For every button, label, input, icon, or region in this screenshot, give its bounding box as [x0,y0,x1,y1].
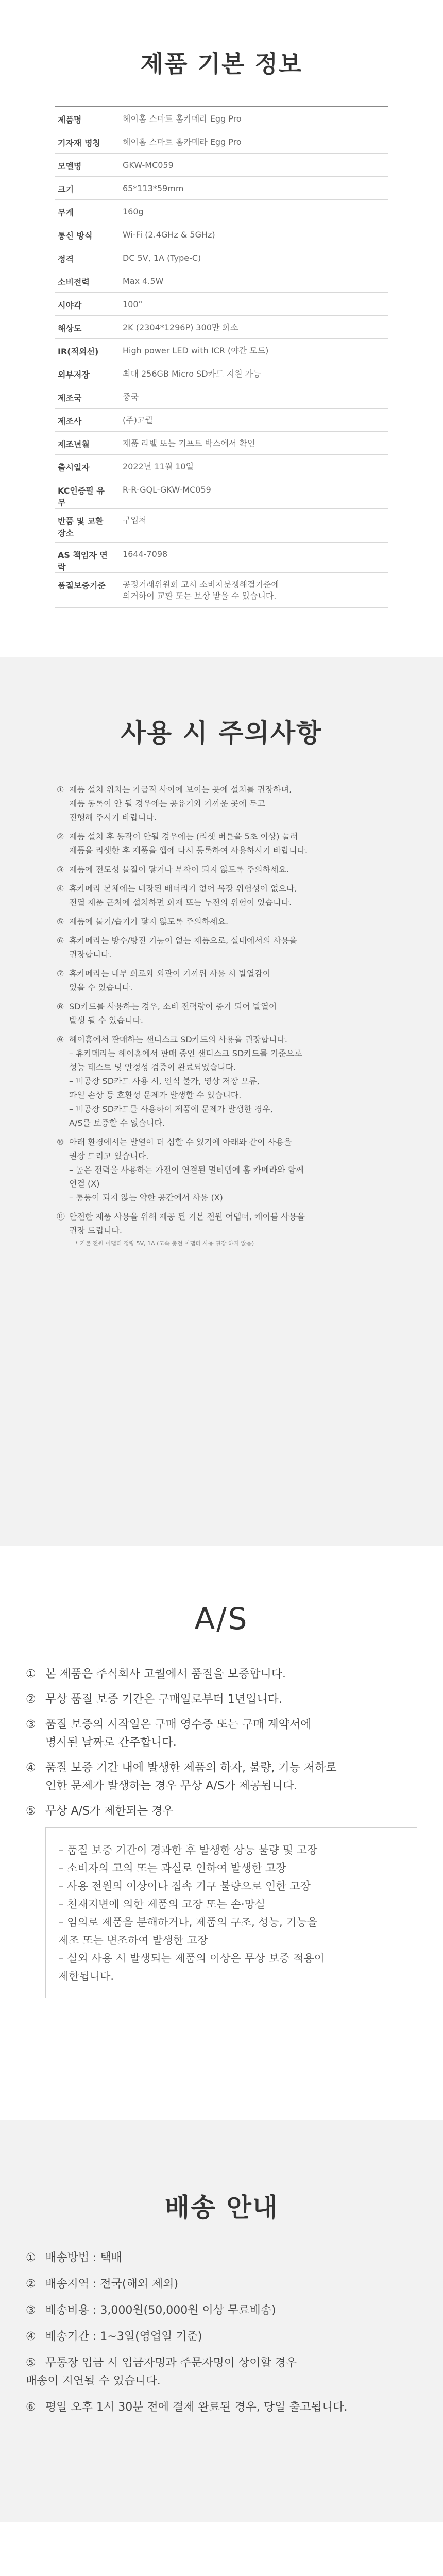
precaution-item [57,967,386,994]
precaution-item [57,882,386,909]
spec-label: 품질보증기준 [58,581,106,590]
list-number: ② [57,832,64,841]
spec-row [55,200,388,223]
precaution-text: 제품에 물기/습기가 닿지 않도록 주의하세요. [69,917,229,926]
shipping-item [26,2249,417,2267]
spec-label: 무게 [58,208,74,217]
spec-row [55,362,388,385]
spec-table [55,106,388,608]
precaution-item [57,914,386,928]
as-text: 품질 보증 기간 내에 발생한 제품의 하자, 불량, 기능 저하로 인한 문제가 발생하는 경우 무상 A/S가 제공됩니다. [45,1761,337,1792]
spec-row [55,543,388,573]
returns-section [0,2522,443,2576]
shipping-section [0,2120,443,2522]
precaution-text: 제품 설치 후 동작이 안될 경우에는 (리셋 버튼을 5초 이상) 눌러 제품을 리셋한 후 제품을 앱에 다시 등록하여 사용하시기 바랍니다. [69,832,308,855]
list-number: ⑧ [57,1002,64,1011]
precaution-text: 제품 설치 위치는 가급적 사이에 보이는 곳에 설치를 권장하며, 제품 동록이 안 될 경우에는 공유기와 가까운 곳에 두고 진행해 주시기 바랍니다. [69,785,292,822]
spec-value: 헤이홈 스마트 홈카메라 Egg Pro [123,114,242,124]
precautions-note: * 기본 전원 어댑터 정량 5V, 1A (고속 충전 어댑터 사용 권장 하지 않음) [75,1240,254,1247]
precaution-text: 휴카메라 본체에는 내장된 배터리가 없어 목장 위험성이 없으나, 전열 제품 근처에 설치하면 화재 또는 누전의 위험이 있습니다. [69,884,297,907]
spec-value: GKW-MC059 [123,160,174,170]
shipping-text: 무통장 입금 시 입금자명과 주문자명이 상이할 경우 [45,2357,297,2369]
list-number: ⑪ [57,1212,65,1222]
precaution-text: 아래 환경에서는 발열이 더 심할 수 있기에 아래와 같이 사용을 권장 드리고 있습니다. – 높은 전력을 사용하는 가전이 연결된 멀티탭에 홈 카메라와 함께 연결 (X) – 통풍이 되지 않는 약한 공간에서 사용 (X) [69,1137,304,1202]
spec-value: 100° [123,299,143,309]
precaution-text: 안전한 제품 사용을 위해 제공 된 기본 전원 어댑터, 케이블 사용을 권장 드립니다. [69,1212,305,1235]
as-item [26,1716,417,1752]
spec-row [55,223,388,246]
precaution-item [57,829,386,857]
precautions-list [57,783,386,1238]
precaution-item [57,1032,386,1130]
spec-row [55,573,388,608]
precaution-item [57,783,386,824]
shipping-text: 배송비용 : 3,000원(50,000원 이상 무료배송) [45,2304,276,2317]
spec-row [55,432,388,455]
spec-row [55,316,388,339]
list-number: ⑥ [26,2401,36,2414]
spec-row [55,293,388,316]
spec-value: Max 4.5W [123,276,164,286]
spec-row [55,269,388,293]
spec-label: AS 책임자 연락 [58,550,108,572]
spec-label: 소비전력 [58,277,90,287]
spec-label: 크기 [58,184,74,194]
product-info-title: 제품 기본 정보 [140,50,303,78]
spec-value: 공정거래위원회 고시 소비자분쟁해결기준에 의거하여 교환 또는 보상 받을 수 있습니다. [123,580,279,601]
spec-value: 최대 256GB Micro SD카드 지원 가능 [123,369,261,379]
spec-label: 시야각 [58,300,82,310]
as-text: 본 제품은 주식회사 고퀄에서 품질을 보증합니다. [45,1668,286,1681]
spec-label: 반품 및 교환 장소 [58,516,104,538]
spec-row [55,509,388,543]
as-restrictions-text: – 품질 보증 기간이 경과한 후 발생한 상능 불량 및 고장 – 소비자의 고의 또는 과실로 인하여 발생한 고장 – 사용 전원의 이상이나 접속 기구 불량으로 인한 고장 – 천재지변에 의한 제품의 고장 또는 손·망실 – 임의로 제품을 분해하거나, 제품의 구조, 성능, 기능을 제조 또는 변조하여 발생한 고장 – 실외 사용 시 발생되는 제품의 이상은 무상 보증 적용이 제한됩니다. [58,1844,325,1982]
spec-row [55,478,388,509]
list-number: ① [26,2251,36,2264]
spec-row [55,154,388,177]
shipping-item [26,2328,417,2346]
precaution-item [57,862,386,876]
as-restrictions-box [45,1827,417,1998]
list-number: ② [26,2278,36,2291]
precaution-text: 헤이홈에서 판매하는 샌디스크 SD카드의 사용을 권장합니다. – 휴카메라는 헤이홈에서 판매 중인 샌디스크 SD카드를 기준으로 성능 테스트 및 안정성 검증이 완료되었습니다. – 비공장 SD카드 사용 시, 인식 불가, 영상 저장 오류, 파일 손상 등 호환성 문제가 발생할 수 있습니다. – 비공장 SD카드를 사용하여 제품에 문제가 발생한 경우, A/S를 보증할 수 없습니다. [69,1035,302,1128]
shipping-text: 배송지역 : 전국(해외 제외) [45,2278,179,2291]
spec-row [55,339,388,362]
spec-label: KC인증필 유무 [58,486,105,507]
shipping-text-continued: 배송이 지연될 수 있습니다. [26,2375,161,2387]
list-number: ③ [57,865,64,874]
spec-label: 제품명 [58,115,82,125]
as-item [26,1759,417,1795]
spec-value: DC 5V, 1A (Type-C) [123,253,201,263]
list-number: ④ [26,1761,36,1774]
spec-value: (주)고퀄 [123,415,153,425]
shipping-text: 배송기간 : 1~3일(영업일 기준) [45,2330,202,2343]
list-number: ④ [26,2330,36,2343]
spec-value: R-R-GQL-GKW-MC059 [123,485,211,495]
as-text: 무상 A/S가 제한되는 경우 [45,1805,174,1818]
as-item [26,1665,417,1683]
spec-label: 제조국 [58,393,82,403]
spec-row [55,246,388,269]
precaution-text: SD카드를 사용하는 경우, 소비 전력량이 증가 되어 발열이 발생 될 수 있습니다. [69,1002,277,1025]
list-number: ③ [26,2304,36,2317]
spec-label: 통신 방식 [58,231,93,241]
list-number: ⑤ [26,2357,36,2369]
list-number: ⑤ [57,917,64,926]
spec-row [55,177,388,200]
list-number: ③ [26,1718,36,1731]
shipping-text: 배송방법 : 택배 [45,2251,122,2264]
spec-label: 정격 [58,254,74,264]
precaution-item [57,999,386,1027]
spec-label: 모델명 [58,161,82,171]
list-number: ⑩ [57,1137,64,1147]
spec-value: 헤이홈 스마트 홈카메라 Egg Pro [123,137,242,147]
shipping-list [26,2249,417,2416]
as-item [26,1802,417,1820]
as-item [26,1690,417,1708]
list-number: ⑥ [57,936,64,945]
spec-label: 출시일자 [58,463,90,472]
product-info-section [0,0,443,657]
as-text: 무상 품질 보증 기간은 구매일로부터 1년입니다. [45,1693,282,1706]
shipping-item [26,2354,417,2390]
spec-label: 기자재 명칭 [58,138,100,148]
list-number: ④ [57,884,64,893]
list-number: ① [57,785,64,794]
as-list [26,1665,417,1820]
spec-value: 제품 라벨 또는 기프트 박스에서 확인 [123,438,255,448]
list-number: ⑦ [57,969,64,978]
spec-label: 제조년월 [58,439,90,449]
shipping-text: 평일 오후 1시 30분 전에 결제 완료된 경우, 당일 출고됩니다. [45,2401,348,2414]
list-number: ⑨ [57,1035,64,1044]
spec-label: 제조사 [58,416,82,426]
spec-label: IR(적외선) [58,347,99,357]
precaution-item [57,934,386,961]
spec-value: 2022년 11월 10일 [123,462,194,471]
precaution-item [57,1210,386,1238]
precaution-text: 휴카메라는 내부 회로와 외관이 가까워 사용 시 발열감이 있을 수 있습니다. [69,969,271,992]
as-section [0,1546,443,2120]
precautions-title: 사용 시 주의사항 [121,718,322,748]
spec-value: 1644-7098 [123,549,168,559]
spec-value: 160g [123,207,144,216]
list-number: ⑤ [26,1805,36,1818]
spec-value: 구입처 [123,515,147,525]
precaution-text: 휴카메라는 방수/방진 기능이 없는 제품으로, 실내에서의 사용을 권장합니다. [69,936,297,959]
shipping-title: 배송 안내 [164,2193,279,2223]
as-text: 품질 보증의 시작일은 구매 영수증 또는 구매 계약서에 명시된 날짜로 간주합니다. [45,1718,312,1749]
list-number: ① [26,1668,36,1681]
spec-row [55,409,388,432]
shipping-item [26,2398,417,2416]
spec-row [55,130,388,154]
spec-value: High power LED with ICR (야간 모드) [123,346,269,355]
shipping-item [26,2301,417,2319]
spec-value: 중국 [123,392,139,402]
spec-value: 65*113*59mm [123,183,184,193]
precaution-item [57,1135,386,1205]
precaution-text: 제품에 전도성 물질이 닿거나 부착이 되지 않도록 주의하세요. [69,865,289,874]
spec-row [55,107,388,130]
spec-label: 해상도 [58,324,82,333]
spec-value: 2K (2304*1296P) 300만 화소 [123,323,238,332]
spec-row [55,385,388,409]
precautions-section [0,657,443,1546]
shipping-item [26,2275,417,2293]
list-number: ② [26,1693,36,1706]
spec-label: 외부저장 [58,370,90,380]
spec-row [55,455,388,478]
spec-value: Wi-Fi (2.4GHz & 5GHz) [123,230,215,240]
as-title: A/S [194,1601,249,1636]
